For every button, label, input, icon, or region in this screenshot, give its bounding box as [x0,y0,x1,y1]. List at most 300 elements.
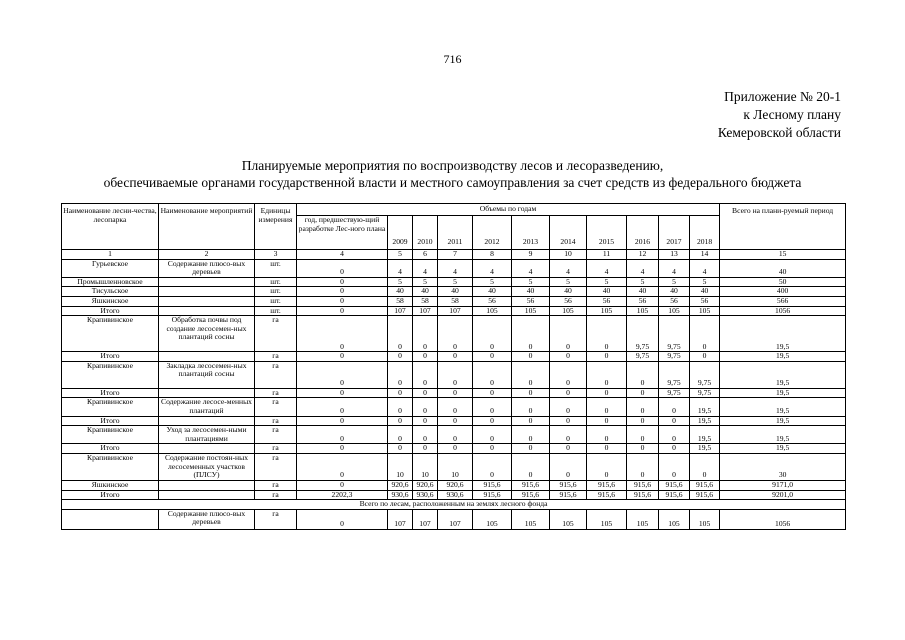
year-value-cell: 0 [388,426,413,444]
unit-cell: га [255,480,297,490]
year-value-cell: 40 [550,287,587,297]
unit-cell: шт. [255,259,297,277]
header-year: 2017 [659,216,690,250]
header-volumes-by-year: Объемы по годам [297,204,720,216]
forestry-cell: Крапивинское [62,426,159,444]
year-value-cell: 40 [659,287,690,297]
table-row [62,444,846,454]
year-value-cell: 920,6 [413,480,438,490]
header-year: 2018 [690,216,720,250]
year-value-cell: 5 [659,277,690,287]
year-value-cell: 0 [413,416,438,426]
year-value-cell: 0 [659,453,690,480]
year-value-cell: 0 [659,416,690,426]
year-value-cell: 40 [388,287,413,297]
year-value-cell: 56 [473,296,512,306]
year-value-cell: 0 [550,316,587,352]
year-value-cell: 105 [627,306,659,316]
forestry-cell: Итого [62,416,159,426]
year-value-cell: 5 [473,277,512,287]
year-value-cell: 0 [413,388,438,398]
table-row [62,416,846,426]
section-label: Всего по лесам, расположенным на землях лесного фонда [62,500,846,510]
year-value-cell: 0 [438,416,473,426]
table-row [62,388,846,398]
document-title [0,157,905,191]
year-value-cell: 9,75 [659,352,690,362]
total-cell: 19,5 [720,388,846,398]
year-value-cell: 5 [438,277,473,287]
table-row [62,426,846,444]
prev-year-cell: 0 [297,509,388,529]
header-year: 2015 [587,216,627,250]
year-value-cell: 105 [690,306,720,316]
year-value-cell: 0 [388,361,413,388]
unit-cell: шт. [255,306,297,316]
year-value-cell: 9,75 [690,361,720,388]
year-value-cell: 4 [659,259,690,277]
year-value-cell: 105 [512,509,550,529]
year-value-cell: 4 [388,259,413,277]
page-number: 716 [443,52,462,66]
column-number: 12 [627,250,659,260]
unit-cell: га [255,490,297,500]
year-value-cell: 0 [627,416,659,426]
year-value-cell: 0 [438,352,473,362]
year-value-cell: 0 [388,416,413,426]
header-year: 2012 [473,216,512,250]
table-row [62,480,846,490]
prev-year-cell: 0 [297,352,388,362]
prev-year-cell: 0 [297,398,388,416]
year-value-cell: 58 [413,296,438,306]
year-value-cell: 5 [627,277,659,287]
year-value-cell: 40 [413,287,438,297]
activity-cell [159,388,255,398]
prev-year-cell: 0 [297,426,388,444]
table-row [62,361,846,388]
year-value-cell: 107 [388,509,413,529]
total-cell: 9171,0 [720,480,846,490]
year-value-cell: 915,6 [512,490,550,500]
forestry-cell: Крапивинское [62,316,159,352]
year-value-cell: 0 [413,426,438,444]
unit-cell: шт. [255,277,297,287]
activity-cell: Обработка почвы под создание лесосемен-ных плантаций сосны [159,316,255,352]
total-cell: 19,5 [720,416,846,426]
activities-table [61,203,846,530]
table-row [62,259,846,277]
activity-cell: Уход за лесосемен-ными плантациями [159,426,255,444]
forestry-cell: Крапивинское [62,398,159,416]
year-value-cell: 915,6 [690,490,720,500]
total-cell: 19,5 [720,398,846,416]
forestry-cell: Итого [62,444,159,454]
year-value-cell: 920,6 [438,480,473,490]
year-value-cell: 930,6 [413,490,438,500]
year-value-cell: 4 [512,259,550,277]
year-value-cell: 0 [512,352,550,362]
table-row [62,306,846,316]
year-value-cell: 105 [587,306,627,316]
appendix-note [718,88,841,142]
total-cell: 30 [720,453,846,480]
year-value-cell: 915,6 [627,490,659,500]
total-cell: 19,5 [720,426,846,444]
table-row [62,287,846,297]
year-value-cell: 9,75 [690,388,720,398]
year-value-cell: 0 [587,416,627,426]
year-value-cell: 0 [413,361,438,388]
total-cell: 50 [720,277,846,287]
year-value-cell: 105 [587,509,627,529]
year-value-cell: 0 [473,316,512,352]
unit-cell: га [255,361,297,388]
year-value-cell: 0 [388,444,413,454]
title-line-2: обеспечиваемые органами государственной власти и местного самоуправления за счет средств из федерального бюджета [103,175,802,190]
year-value-cell: 0 [473,426,512,444]
year-value-cell: 5 [413,277,438,287]
forestry-cell: Итого [62,388,159,398]
activity-cell [159,287,255,297]
year-value-cell: 107 [413,306,438,316]
year-value-cell: 915,6 [473,480,512,490]
year-value-cell: 40 [690,287,720,297]
year-value-cell: 0 [473,352,512,362]
year-value-cell: 0 [659,426,690,444]
year-value-cell: 915,6 [627,480,659,490]
year-value-cell: 915,6 [550,490,587,500]
year-value-cell: 56 [512,296,550,306]
year-value-cell: 0 [550,426,587,444]
column-number: 5 [388,250,413,260]
prev-year-cell: 0 [297,277,388,287]
year-value-cell: 58 [388,296,413,306]
year-value-cell: 9,75 [659,361,690,388]
year-value-cell: 0 [627,453,659,480]
year-value-cell: 0 [550,361,587,388]
table-row [62,296,846,306]
year-value-cell: 19,5 [690,426,720,444]
year-value-cell: 0 [473,416,512,426]
total-cell: 9201,0 [720,490,846,500]
unit-cell: га [255,453,297,480]
year-value-cell: 19,5 [690,444,720,454]
year-value-cell: 5 [388,277,413,287]
year-value-cell: 930,6 [438,490,473,500]
year-value-cell: 105 [473,509,512,529]
year-value-cell: 105 [550,509,587,529]
year-value-cell: 0 [438,388,473,398]
year-value-cell: 40 [512,287,550,297]
forestry-cell: Итого [62,352,159,362]
total-cell: 19,5 [720,352,846,362]
year-value-cell: 105 [512,306,550,316]
year-value-cell: 0 [512,388,550,398]
forestry-cell: Промышленновское [62,277,159,287]
year-value-cell: 0 [388,388,413,398]
forestry-cell: Яшкинское [62,296,159,306]
year-value-cell: 0 [512,316,550,352]
total-cell: 1056 [720,306,846,316]
year-value-cell: 56 [627,296,659,306]
activity-cell: Содержание плюсо-вых деревьев [159,509,255,529]
year-value-cell: 4 [550,259,587,277]
year-value-cell: 0 [550,416,587,426]
year-value-cell: 0 [473,388,512,398]
column-number: 3 [255,250,297,260]
year-value-cell: 0 [473,453,512,480]
year-value-cell: 105 [659,509,690,529]
year-value-cell: 40 [438,287,473,297]
header-year: 2009 [388,216,413,250]
year-value-cell: 10 [388,453,413,480]
total-cell: 566 [720,296,846,306]
year-value-cell: 0 [587,388,627,398]
table-row [62,398,846,416]
year-value-cell: 0 [550,444,587,454]
prev-year-cell: 0 [297,388,388,398]
year-value-cell: 0 [587,453,627,480]
prev-year-cell: 0 [297,453,388,480]
year-value-cell: 56 [690,296,720,306]
year-value-cell: 107 [438,306,473,316]
year-value-cell: 0 [587,361,627,388]
year-value-cell: 107 [413,509,438,529]
prev-year-cell: 0 [297,259,388,277]
column-number: 4 [297,250,388,260]
column-number: 11 [587,250,627,260]
unit-cell: га [255,509,297,529]
appendix-line-1: Приложение № 20-1 [724,89,841,104]
activity-cell: Содержание лесосе-менных плантаций [159,398,255,416]
year-value-cell: 0 [690,352,720,362]
year-value-cell: 915,6 [690,480,720,490]
unit-cell: га [255,398,297,416]
year-value-cell: 9,75 [659,388,690,398]
year-value-cell: 10 [438,453,473,480]
year-value-cell: 915,6 [512,480,550,490]
year-value-cell: 40 [627,287,659,297]
prev-year-cell: 0 [297,287,388,297]
year-value-cell: 0 [550,453,587,480]
forestry-cell: Итого [62,306,159,316]
appendix-line-2: к Лесному плану [743,107,841,122]
prev-year-cell: 0 [297,480,388,490]
year-value-cell: 0 [627,444,659,454]
column-number: 6 [413,250,438,260]
unit-cell: га [255,352,297,362]
year-value-cell: 56 [550,296,587,306]
year-value-cell: 4 [413,259,438,277]
year-value-cell: 4 [690,259,720,277]
year-value-cell: 10 [413,453,438,480]
year-value-cell: 107 [388,306,413,316]
year-value-cell: 0 [512,444,550,454]
year-value-cell: 0 [512,426,550,444]
year-value-cell: 9,75 [627,316,659,352]
activity-cell: Закладка лесосемен-ных плантаций сосны [159,361,255,388]
table-row [62,316,846,352]
forestry-cell: Крапивинское [62,361,159,388]
year-value-cell: 920,6 [388,480,413,490]
activity-cell [159,352,255,362]
header-unit: Единицы измерения [255,204,297,250]
year-value-cell: 0 [550,352,587,362]
column-number: 8 [473,250,512,260]
year-value-cell: 40 [587,287,627,297]
year-value-cell: 0 [438,426,473,444]
prev-year-cell: 0 [297,444,388,454]
forestry-cell: Тисульское [62,287,159,297]
year-value-cell: 0 [413,352,438,362]
header-year: 2011 [438,216,473,250]
unit-cell: га [255,316,297,352]
unit-cell: га [255,426,297,444]
column-numbers-row [62,250,846,260]
year-value-cell: 5 [512,277,550,287]
table-row [62,277,846,287]
year-value-cell: 105 [627,509,659,529]
year-value-cell: 0 [473,398,512,416]
year-value-cell: 0 [413,316,438,352]
prev-year-cell: 0 [297,416,388,426]
prev-year-cell: 0 [297,316,388,352]
year-value-cell: 0 [587,352,627,362]
activity-cell [159,480,255,490]
total-cell: 19,5 [720,316,846,352]
year-value-cell: 930,6 [388,490,413,500]
unit-cell: га [255,388,297,398]
year-value-cell: 0 [438,361,473,388]
year-value-cell: 0 [388,352,413,362]
year-value-cell: 19,5 [690,416,720,426]
year-value-cell: 0 [587,444,627,454]
year-value-cell: 0 [587,398,627,416]
activity-cell: Содержание плюсо-вых деревьев [159,259,255,277]
prev-year-cell: 0 [297,296,388,306]
table-row [62,509,846,529]
year-value-cell: 0 [512,398,550,416]
total-cell: 19,5 [720,361,846,388]
year-value-cell: 0 [512,416,550,426]
year-value-cell: 107 [438,509,473,529]
year-value-cell: 0 [690,453,720,480]
year-value-cell: 40 [473,287,512,297]
year-value-cell: 0 [627,361,659,388]
total-cell: 1056 [720,509,846,529]
column-number: 1 [62,250,159,260]
table-row [62,352,846,362]
header-activity: Наименование мероприятий [159,204,255,250]
header-forestry: Наименование лесни-чества, лесопарка [62,204,159,250]
header-total: Всего на плани-руемый период [720,204,846,250]
forestry-cell [62,509,159,529]
unit-cell: га [255,444,297,454]
year-value-cell: 0 [512,361,550,388]
year-value-cell: 0 [587,426,627,444]
year-value-cell: 915,6 [473,490,512,500]
year-value-cell: 915,6 [550,480,587,490]
year-value-cell: 105 [659,306,690,316]
year-value-cell: 0 [627,398,659,416]
year-value-cell: 5 [690,277,720,287]
total-cell: 19,5 [720,444,846,454]
year-value-cell: 105 [550,306,587,316]
activity-cell [159,490,255,500]
forestry-cell: Итого [62,490,159,500]
total-cell: 400 [720,287,846,297]
year-value-cell: 0 [413,444,438,454]
unit-cell: шт. [255,296,297,306]
year-value-cell: 4 [627,259,659,277]
year-value-cell: 58 [438,296,473,306]
year-value-cell: 0 [550,388,587,398]
table-row [62,453,846,480]
year-value-cell: 9,75 [627,352,659,362]
year-value-cell: 0 [438,398,473,416]
title-line-1: Планируемые мероприятия по воспроизводству лесов и лесоразведению, [241,158,664,173]
unit-cell: га [255,416,297,426]
year-value-cell: 0 [550,398,587,416]
forestry-cell: Крапивинское [62,453,159,480]
year-value-cell: 5 [587,277,627,287]
year-value-cell: 56 [659,296,690,306]
column-number: 13 [659,250,690,260]
activity-cell [159,416,255,426]
header-year: 2014 [550,216,587,250]
year-value-cell: 4 [473,259,512,277]
column-number: 9 [512,250,550,260]
year-value-cell: 915,6 [659,480,690,490]
unit-cell: шт. [255,287,297,297]
year-value-cell: 915,6 [659,490,690,500]
column-number: 14 [690,250,720,260]
column-number: 10 [550,250,587,260]
year-value-cell: 0 [659,444,690,454]
prev-year-cell: 2202,3 [297,490,388,500]
year-value-cell: 0 [627,426,659,444]
year-value-cell: 0 [388,398,413,416]
header-year: 2010 [413,216,438,250]
header-prev-year: год, предшествую-щий разработке Лес-ного плана [297,216,388,250]
activity-cell [159,296,255,306]
year-value-cell: 105 [473,306,512,316]
year-value-cell: 19,5 [690,398,720,416]
year-value-cell: 0 [438,316,473,352]
column-number: 7 [438,250,473,260]
activity-cell [159,444,255,454]
year-value-cell: 0 [438,444,473,454]
year-value-cell: 915,6 [587,480,627,490]
section-row [62,500,846,510]
year-value-cell: 4 [438,259,473,277]
year-value-cell: 0 [659,398,690,416]
year-value-cell: 5 [550,277,587,287]
appendix-line-3: Кемеровской области [717,125,841,140]
prev-year-cell: 0 [297,361,388,388]
year-value-cell: 0 [473,444,512,454]
header-year: 2013 [512,216,550,250]
column-number: 2 [159,250,255,260]
header-year: 2016 [627,216,659,250]
forestry-cell: Гурьевское [62,259,159,277]
forestry-cell: Яшкинское [62,480,159,490]
year-value-cell: 0 [413,398,438,416]
year-value-cell: 0 [473,361,512,388]
year-value-cell: 0 [512,453,550,480]
year-value-cell: 105 [690,509,720,529]
